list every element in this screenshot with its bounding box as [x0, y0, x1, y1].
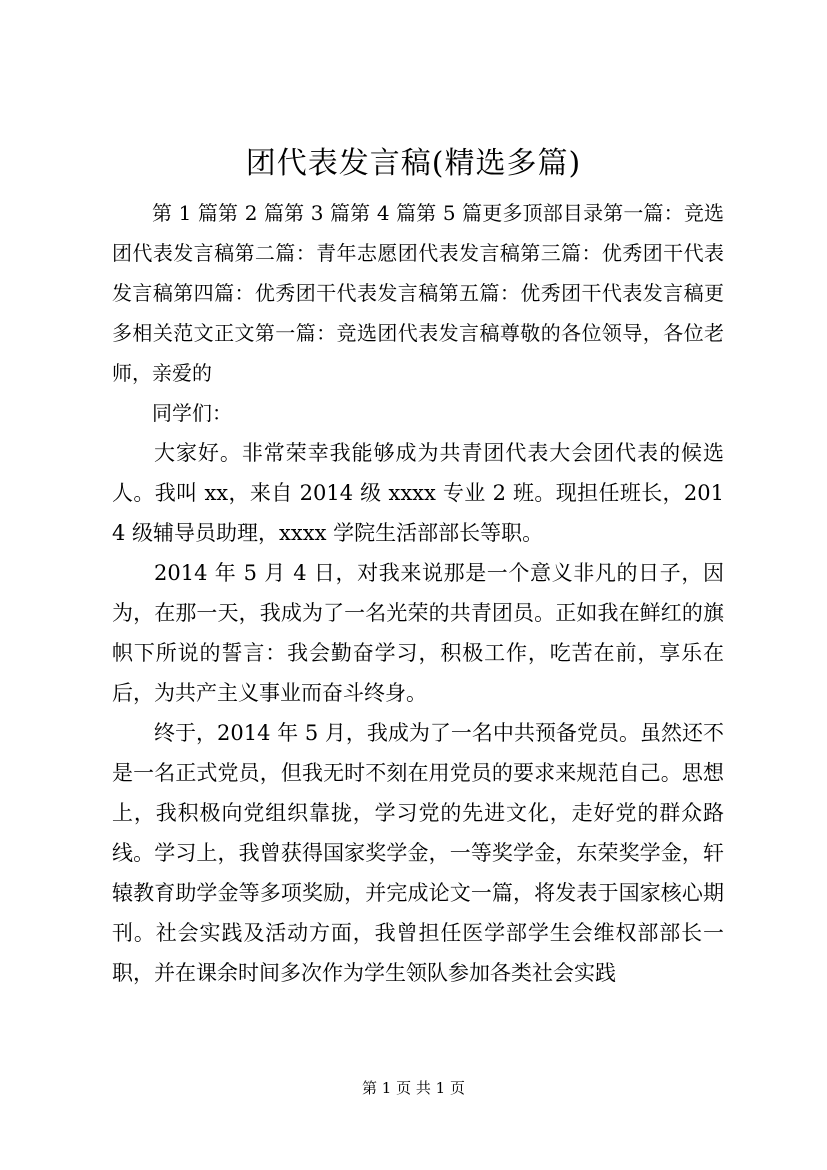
document-title: 团代表发言稿(精选多篇) [245, 146, 582, 181]
page-footer: 第 1 页 共 1 页 [362, 1079, 465, 1097]
paragraph-intro: 大家好。非常荣幸我能够成为共青团代表大会团代表的候选人。我叫 xx，来自 2014 级 xxxx 专业 2 班。现担任班长，2014 级辅导员助理，xxxx 学院生活部部长等职。 [112, 441, 724, 545]
paragraph-greeting: 同学们： [152, 401, 232, 425]
paragraph-league-member: 2014 年 5 月 4 日，对我来说那是一个意义非凡的日子，因为，在那一天，我成为了一名光荣的共青团员。正如我在鲜红的旗帜下所说的誓言：我会勤奋学习，积极工作，吃苦在前，享乐在后，为共产主义事业而奋斗终身。 [112, 561, 724, 705]
document-body [112, 193, 724, 993]
paragraph-toc: 第 1 篇第 2 篇第 3 篇第 4 篇第 5 篇更多顶部目录第一篇：竞选团代表发言稿第二篇：青年志愿团代表发言稿第三篇：优秀团干代表发言稿第四篇：优秀团干代表发言稿第五篇：优秀团干代表发言稿更多相关范文正文第一篇：竞选团代表发言稿尊敬的各位领导，各位老师，亲爱的 [112, 201, 724, 385]
paragraph-party-member: 终于，2014 年 5 月，我成为了一名中共预备党员。虽然还不是一名正式党员，但我无时不刻在用党员的要求来规范自己。思想上，我积极向党组织靠拢，学习党的先进文化，走好党的群众路线。学习上，我曾获得国家奖学金，一等奖学金，东荣奖学金，轩辕教育助学金等多项奖励，并完成论文一篇，将发表于国家核心期刊。社会实践及活动方面，我曾担任医学部学生会维权部部长一职，并在课余时间多次作为学生领队参加各类社会实践 [112, 721, 724, 985]
